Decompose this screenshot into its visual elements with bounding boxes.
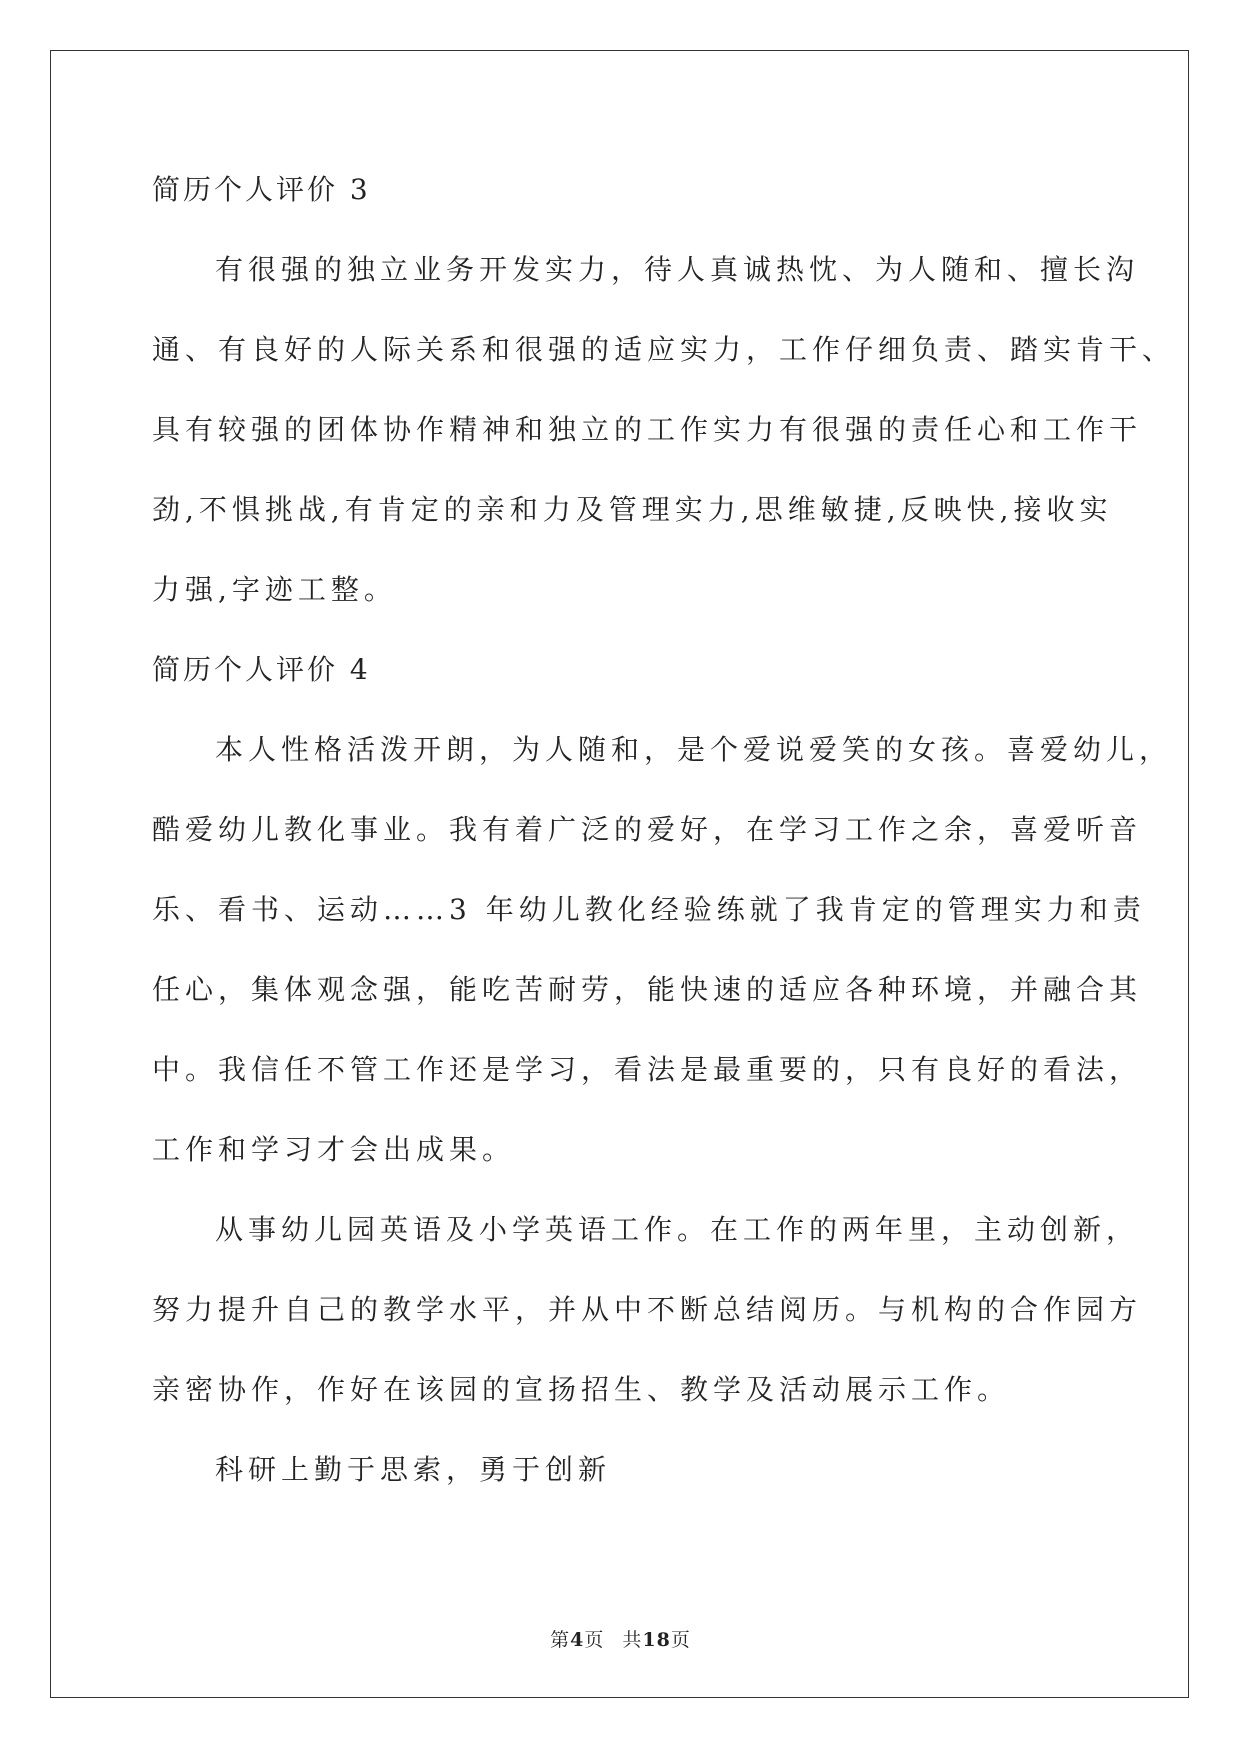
paragraph-line: 有很强的独立业务开发实力，待人真诚热忱、为人随和、擅长沟 <box>215 253 1140 286</box>
page-number: 4 <box>570 1629 585 1651</box>
total-suffix: 页 <box>670 1629 691 1651</box>
total-prefix: 共 <box>622 1629 643 1651</box>
paragraph-line: 酷爱幼儿教化事业。我有着广泛的爱好，在学习工作之余，喜爱听音 <box>152 813 1143 846</box>
paragraph-line: 亲密协作，作好在该园的宣扬招生、教学及活动展示工作。 <box>152 1373 1011 1406</box>
paragraph-line: 劲,不惧挑战,有肯定的亲和力及管理实力,思维敏捷,反映快,接收实 <box>152 493 1113 526</box>
paragraph-line: 具有较强的团体协作精神和独立的工作实力有很强的责任心和工作干 <box>152 413 1143 446</box>
paragraph-line: 努力提升自己的教学水平，并从中不断总结阅历。与机构的合作园方 <box>152 1293 1143 1326</box>
paragraph-line: 科研上勤于思索，勇于创新 <box>215 1453 612 1486</box>
paragraph-line: 本人性格活泼开朗，为人随和，是个爱说爱笑的女孩。喜爱幼儿， <box>215 733 1173 766</box>
paragraph-line: 乐、看书、运动……3 年幼儿教化经验练就了我肯定的管理实力和责 <box>152 893 1146 926</box>
total-pages: 18 <box>642 1629 671 1651</box>
paragraph-line: 中。我信任不管工作还是学习，看法是最重要的，只有良好的看法， <box>152 1053 1143 1086</box>
page-footer <box>0 1628 1241 1652</box>
page-prefix: 第 <box>550 1629 571 1651</box>
section-heading-4: 简历个人评价 4 <box>152 653 371 686</box>
paragraph-line: 通、有良好的人际关系和很强的适应实力，工作仔细负责、踏实肯干、 <box>152 333 1176 366</box>
page-suffix: 页 <box>584 1629 605 1651</box>
paragraph-line: 任心，集体观念强，能吃苦耐劳，能快速的适应各种环境，并融合其 <box>152 973 1143 1006</box>
paragraph-line: 工作和学习才会出成果。 <box>152 1133 516 1166</box>
paragraph-line: 从事幼儿园英语及小学英语工作。在工作的两年里，主动创新， <box>215 1213 1140 1246</box>
section-heading-3: 简历个人评价 3 <box>152 173 371 206</box>
paragraph-line: 力强,字迹工整。 <box>152 573 397 606</box>
